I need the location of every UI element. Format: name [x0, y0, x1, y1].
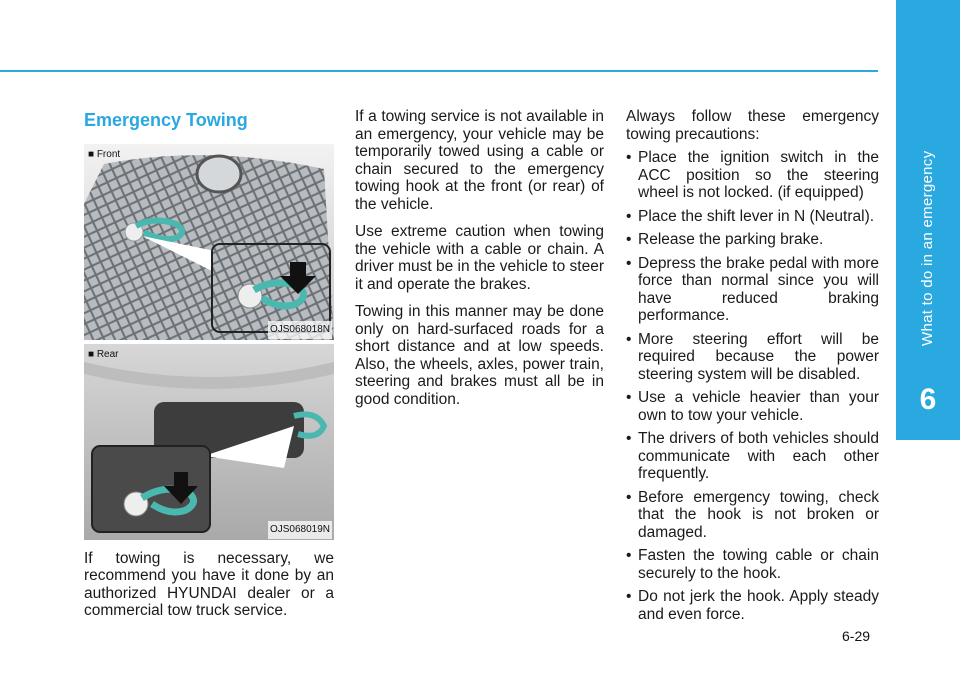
list-item: • Depress the brake pedal with more force than normal since you will have reduced braking performance. [626, 255, 879, 325]
list-item: • The drivers of both vehicles should communicate with each other frequently. [626, 430, 879, 483]
front-hook-illustration [84, 144, 334, 340]
list-item: • Release the parking brake. [626, 231, 879, 249]
list-item: • More steering effort will be required because the power steering system will be disabled. [626, 331, 879, 384]
chapter-title: What to do in an emergency [919, 150, 936, 346]
front-figure [84, 144, 334, 340]
towing-recommendation: If towing is necessary, we recommend you have it done by an authorized HYUNDAI dealer or a commercial tow truck service. [84, 549, 334, 619]
section-heading: Emergency Towing [84, 110, 248, 130]
list-item: • Use a vehicle heavier than your own to tow your vehicle. [626, 389, 879, 424]
page-number: 6-29 [842, 628, 871, 644]
rear-figure-label: ■ Rear [88, 348, 119, 360]
rear-hook-illustration [84, 344, 334, 540]
list-item: • Do not jerk the hook. Apply steady and even force. [626, 588, 879, 623]
precautions-list [626, 149, 879, 623]
front-figure-label: ■ Front [88, 148, 121, 160]
rear-figure [84, 344, 334, 540]
chapter-number: 6 [896, 360, 960, 440]
list-item: • Place the ignition switch in the ACC position so the steering wheel is not locked. (if equipped) [626, 149, 879, 202]
chapter-tab [896, 0, 960, 689]
list-item: • Place the shift lever in N (Neutral). [626, 208, 879, 226]
header-rule [0, 70, 878, 72]
list-item: • Fasten the towing cable or chain securely to the hook. [626, 547, 879, 582]
rear-figure-code: OJS068019N [268, 521, 332, 539]
column-left [84, 108, 334, 630]
column-right [626, 108, 879, 629]
precautions-intro: Always follow these emergency towing precautions: [626, 108, 879, 143]
chapter-strip [896, 0, 960, 360]
front-figure-code: OJS068018N [268, 321, 332, 339]
paragraph-3: Towing in this manner may be done only on hard-surfaced roads for a short distance and at low speeds. Also, the wheels, axles, power train, steering and brakes must all be in good condition. [355, 303, 604, 408]
paragraph-1: If a towing service is not available in an emergency, your vehicle may be temporarily towed using a cable or chain secured to the emergency towing hook at the front (or rear) of the vehicle. [355, 108, 604, 213]
column-middle [355, 108, 604, 418]
list-item: • Before emergency towing, check that the hook is not broken or damaged. [626, 489, 879, 542]
paragraph-2: Use extreme caution when towing the vehicle with a cable or chain. A driver must be in the vehicle to steer it and operate the brakes. [355, 223, 604, 293]
